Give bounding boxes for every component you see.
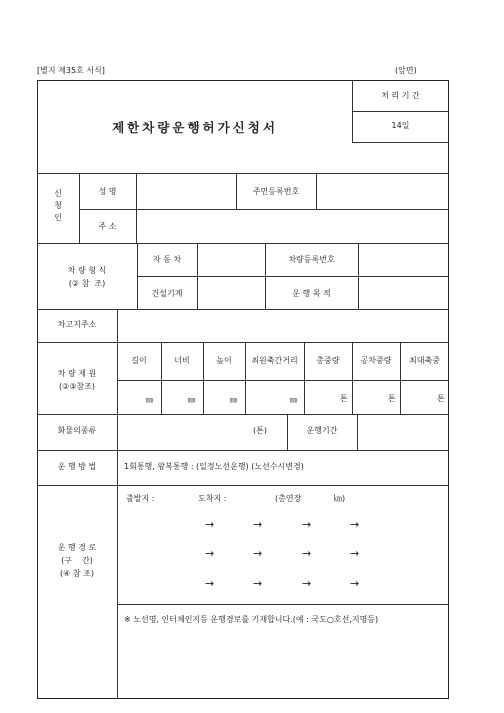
resident-id-label: 주민등록번호 xyxy=(252,187,300,196)
km-unit: ㎞) xyxy=(334,494,346,503)
route-arrow-icon: → xyxy=(350,547,360,560)
spec-column-axle-distance: 최원축간거리 xyxy=(251,356,298,365)
operation-period-field[interactable] xyxy=(358,415,448,449)
garage-address-label: 차고지주소 xyxy=(57,320,97,329)
cargo-unit: (톤) xyxy=(253,426,267,435)
route-segments-area[interactable] xyxy=(120,512,446,600)
operation-purpose-field[interactable] xyxy=(359,277,448,308)
vehicle-type-section-label: 차 량 형 식 (② 참 조) xyxy=(67,266,107,288)
spec-column-length: 길이 xyxy=(131,356,147,365)
spec-column-max-axle-load: 최대축중 xyxy=(409,356,440,365)
route-note-area[interactable] xyxy=(118,630,448,698)
address-label: 주 소 xyxy=(98,222,117,231)
operation-method-label: 운 행 방 법 xyxy=(57,462,97,471)
route-arrow-icon: → xyxy=(253,547,263,560)
spec-field-height[interactable] xyxy=(204,381,244,413)
cargo-type-label: 화물의종류 xyxy=(57,426,97,435)
spec-unit-max-axle-load: 톤 xyxy=(437,394,445,403)
divider xyxy=(37,450,449,451)
divider xyxy=(37,485,449,486)
garage-address-field[interactable] xyxy=(118,310,448,341)
departure-field[interactable] xyxy=(160,490,194,504)
arrival-field[interactable] xyxy=(234,490,270,504)
route-arrow-icon: → xyxy=(350,518,360,531)
address-field[interactable] xyxy=(137,210,448,242)
processing-label: 처 리 기 간 xyxy=(381,91,420,100)
divider xyxy=(352,111,449,112)
route-arrow-icon: → xyxy=(205,577,215,590)
name-field[interactable] xyxy=(137,174,235,208)
spec-field-length[interactable] xyxy=(118,381,160,413)
departure-label: 출발지 : xyxy=(126,494,155,503)
spec-field-width[interactable] xyxy=(162,381,202,413)
spec-unit-height: ㎜ xyxy=(230,396,237,404)
route-section-label: 운 행 경 로 (구 간) (④ 참 조) xyxy=(57,543,97,578)
route-arrow-icon: → xyxy=(253,577,263,590)
divider xyxy=(352,142,449,143)
car-label: 자 동 차 xyxy=(152,255,182,264)
side-indicator: (앞면) xyxy=(395,66,417,75)
route-arrow-icon: → xyxy=(205,518,215,531)
spec-unit-length: ㎜ xyxy=(146,396,153,404)
name-label: 성 명 xyxy=(98,187,117,196)
route-arrow-icon: → xyxy=(205,547,215,560)
specs-section-label: 차 량 제 원 (②③참조) xyxy=(57,369,97,391)
route-note: ※ 노선명, 인터체인지등 운행경로를 기재합니다.(예 : 국도○호선,지명등) xyxy=(124,615,379,624)
operation-period-label: 운행기간 xyxy=(306,426,338,435)
route-arrow-icon: → xyxy=(253,518,263,531)
total-distance-field[interactable] xyxy=(306,490,332,504)
divider xyxy=(37,342,449,343)
operation-purpose-label: 운 행 목 적 xyxy=(292,289,331,298)
route-arrow-icon: → xyxy=(302,518,312,531)
registration-number-field[interactable] xyxy=(359,244,448,275)
route-arrow-icon: → xyxy=(302,577,312,590)
divider xyxy=(117,604,449,605)
processing-value: 14일 xyxy=(391,121,410,130)
route-arrow-icon: → xyxy=(302,547,312,560)
spec-unit-axle-distance: ㎜ xyxy=(290,396,297,404)
cargo-type-field[interactable] xyxy=(118,415,244,449)
resident-id-field[interactable] xyxy=(317,174,448,208)
spec-column-empty-weight: 공차중량 xyxy=(360,356,392,365)
spec-unit-empty-weight: 톤 xyxy=(388,394,396,403)
divider xyxy=(265,243,266,309)
total-distance-label: (총연장 xyxy=(275,494,302,503)
form-number: [별지 제35호 서식] xyxy=(37,66,105,75)
divider xyxy=(79,173,80,243)
spec-unit-gross-weight: 톤 xyxy=(340,394,348,403)
form-title: 제한차량운행허가신청서 xyxy=(112,120,278,135)
spec-unit-width: ㎜ xyxy=(188,396,195,404)
registration-number-label: 차량등록번호 xyxy=(288,255,335,264)
spec-column-gross-weight: 총중량 xyxy=(316,356,340,365)
route-arrow-icon: → xyxy=(350,577,360,590)
arrival-label: 도착지 : xyxy=(198,494,227,503)
spec-column-width: 너비 xyxy=(174,356,190,365)
applicant-section-label: 신 청 인 xyxy=(54,189,62,222)
construction-machine-field[interactable] xyxy=(198,277,265,308)
operation-method-value[interactable]: 1회통행, 왕복통행 : (일정노선운행) (노선수시변경) xyxy=(124,462,304,471)
car-field[interactable] xyxy=(198,244,265,275)
spec-column-height: 높이 xyxy=(216,356,232,365)
construction-machine-label: 건설기계 xyxy=(151,289,183,298)
